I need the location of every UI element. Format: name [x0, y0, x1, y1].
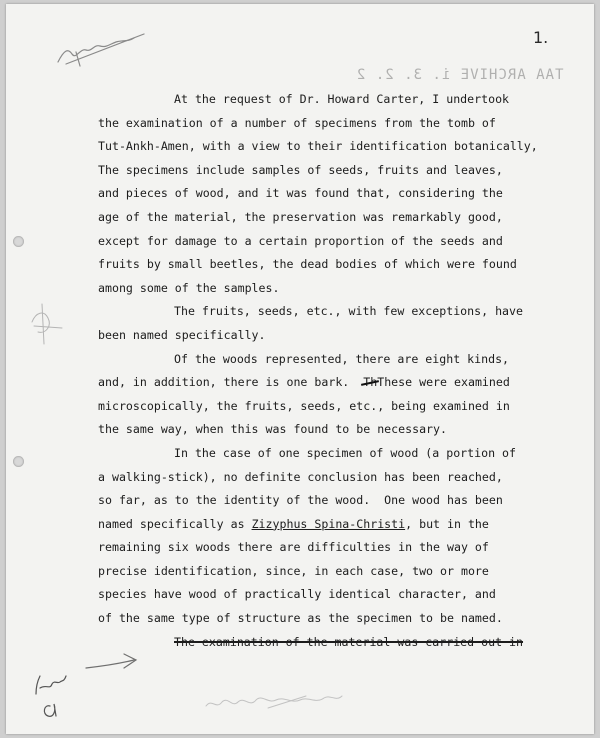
- text-line: Tut-Ankh-Amen, with a view to their identification botanically,: [98, 139, 538, 154]
- overtyped-text: Th: [363, 375, 378, 390]
- text-line: species have wood of practically identical character, and: [98, 587, 496, 602]
- text-line: age of the material, the preservation was remarkably good,: [98, 209, 503, 224]
- text-line: so far, as to the identity of the wood. One wood has been: [98, 493, 503, 508]
- text-line: In the case of one specimen of wood (a portion of: [174, 445, 517, 460]
- text-segment: named specifically as: [98, 516, 252, 531]
- struck-line: The examination of the material was carried out in: [174, 634, 524, 649]
- species-name: Zizyphus Spina-Christi: [251, 516, 406, 531]
- text-line: The specimens include samples of seeds, fruits and leaves,: [98, 162, 503, 177]
- text-line: Of the woods represented, there are eight kinds,: [174, 351, 510, 366]
- text-line: among some of the samples.: [98, 280, 280, 295]
- text-line: remaining six woods there are difficulties in the way of: [98, 540, 489, 555]
- page-number: 1.: [533, 28, 549, 47]
- margin-mark-icon: [32, 304, 62, 344]
- archive-stamp: TAA ARCHIVE i. 3. 2. 2: [356, 67, 564, 83]
- text-line: microscopically, the fruits, seeds, etc., being examined in: [98, 398, 510, 413]
- text-line: a walking-stick), no definite conclusion has been reached,: [98, 469, 503, 484]
- text-line: fruits by small beetles, the dead bodies of which were found: [98, 257, 517, 272]
- text-line: The fruits, seeds, etc., with few exceptions, have: [174, 304, 524, 319]
- text-line: the same way, when this was found to be necessary.: [98, 422, 448, 437]
- text-line: the examination of a number of specimens from the tomb of: [98, 115, 496, 130]
- pencil-scribble-icon: [58, 34, 144, 66]
- text-line: precise identification, since, in each case, two or more: [98, 563, 489, 578]
- text-segment: , but in the: [405, 516, 489, 531]
- text-line: been named specifically.: [98, 327, 266, 342]
- text-line: At the request of Dr. Howard Carter, I undertook: [174, 92, 510, 106]
- text-line: except for damage to a certain proportion of the seeds and: [98, 233, 503, 248]
- arrow-right-icon: [86, 654, 136, 668]
- margin-note-icon: [36, 676, 66, 716]
- text-segment: and, in addition, there is one bark.: [98, 375, 364, 390]
- faint-pencil-note-icon: [206, 696, 342, 708]
- text-segment: These were examined: [377, 375, 510, 390]
- text-line: of the same type of structure as the specimen to be named.: [98, 611, 503, 626]
- pencil-annotations: [6, 4, 594, 734]
- document-page: [6, 4, 594, 734]
- text-line: and pieces of wood, and it was found that, considering the: [98, 186, 503, 201]
